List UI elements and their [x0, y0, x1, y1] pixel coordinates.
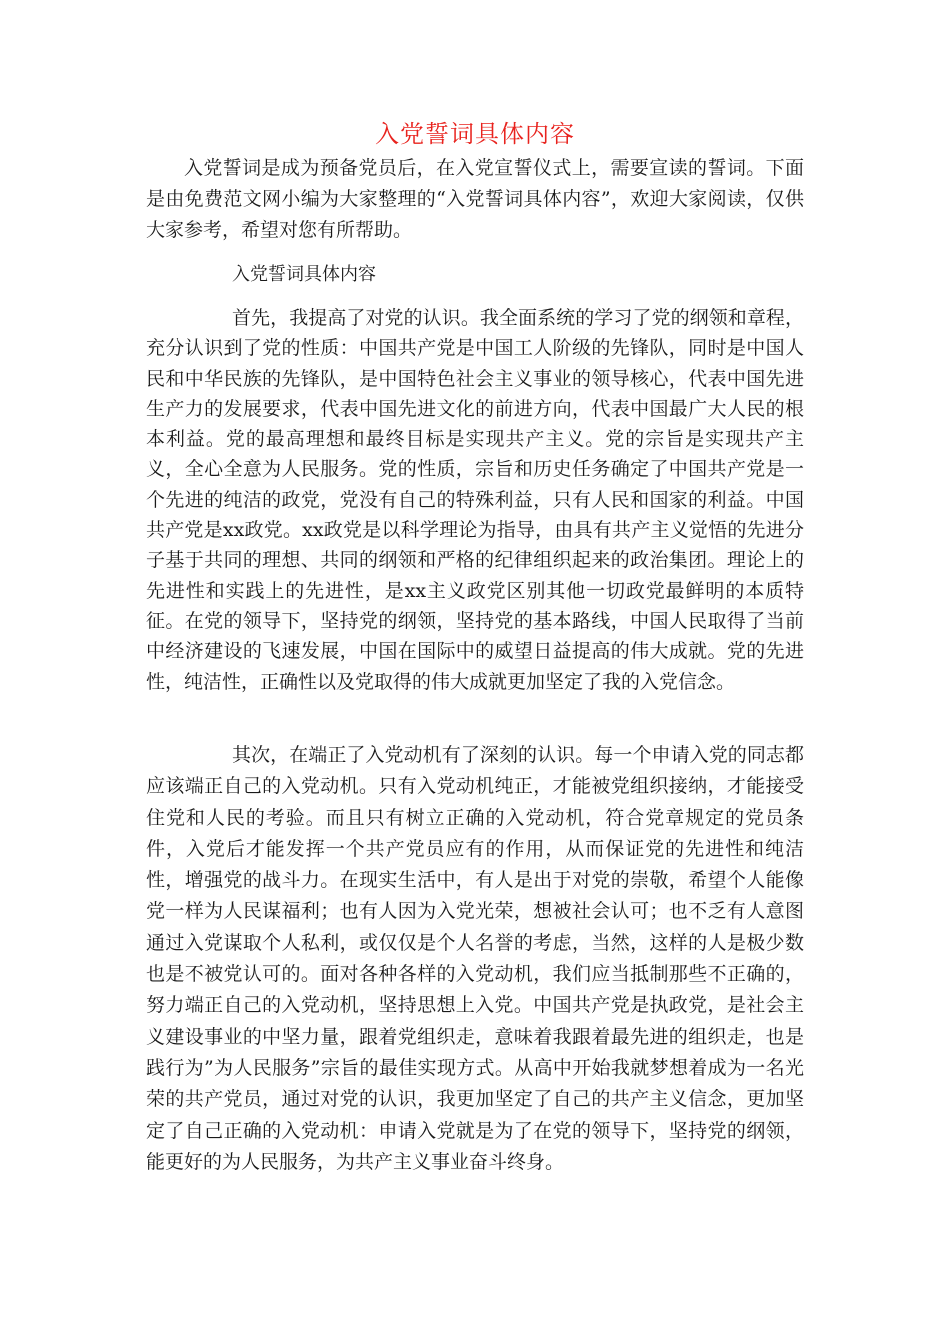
section-subtitle: 入党誓词具体内容: [232, 264, 376, 285]
document-title: 入党誓词具体内容: [375, 120, 575, 148]
intro-paragraph: 入党誓词是成为预备党员后，在入党宣誓仪式上，需要宣读的誓词。下面是由免费范文网小编为大家整理的“入党誓词具体内容”，欢迎大家阅读，仅供大家参考，希望对您有所帮助。: [146, 157, 804, 241]
body-paragraph-2: 其次，在端正了入党动机有了深刻的认识。每一个申请入党的同志都应该端正自己的入党动机。只有入党动机纯正，才能被党组织接纳，才能接受住党和人民的考验。而且只有树立正确的入党动机，符合党章规定的党员条件，入党后才能发挥一个共产党员应有的作用，从而保证党的先进性和纯洁性，增强党的战斗力。在现实生活中，有人是出于对党的崇敬，希望个人能像党一样为人民谋福利；也有人因为入党光荣，想被社会认可；也不乏有人意图通过入党谋取个人私利，或仅仅是个人名誉的考虑，当然，这样的人是极少数也是不被党认可的。面对各种各样的入党动机，我们应当抵制那些不正确的，努力端正自己的入党动机，坚持思想上入党。中国共产党是执政党，是社会主义建设事业的中坚力量，跟着党组织走，意味着我跟着最先进的组织走，也是践行为”为人民服务”宗旨的最佳实现方式。从高中开始我就梦想着成为一名光荣的共产党员，通过对党的认识，我更加坚定了自己的共产主义信念，更加坚定了自己正确的入党动机：申请入党就是为了在党的领导下，坚持党的纲领，能更好的为人民服务，为共产主义事业奋斗终身。: [146, 744, 804, 1173]
body-paragraph-1: 首先，我提高了对党的认识。我全面系统的学习了党的纲领和章程，充分认识到了党的性质：中国共产党是中国工人阶级的先锋队，同时是中国人民和中华民族的先锋队，是中国特色社会主义事业的领导核心，代表中国先进生产力的发展要求，代表中国先进文化的前进方向，代表中国最广大人民的根本利益。党的最高理想和最终目标是实现共产主义。党的宗旨是实现共产主义，全心全意为人民服务。党的性质，宗旨和历史任务确定了中国共产党是一个先进的纯洁的政党，党没有自己的特殊利益，只有人民和国家的利益。中国共产党是xx政党。xx政党是以科学理论为指导，由具有共产主义觉悟的先进分子基于共同的理想、共同的纲领和严格的纪律组织起来的政治集团。理论上的先进性和实践上的先进性，是xx主义政党区别其他一切政党最鲜明的本质特征。在党的领导下，坚持党的纲领，坚持党的基本路线，中国人民取得了当前中经济建设的飞速发展，中国在国际中的威望日益提高的伟大成就。党的先进性，纯洁性，正确性以及党取得的伟大成就更加坚定了我的入党信念。: [146, 307, 804, 693]
